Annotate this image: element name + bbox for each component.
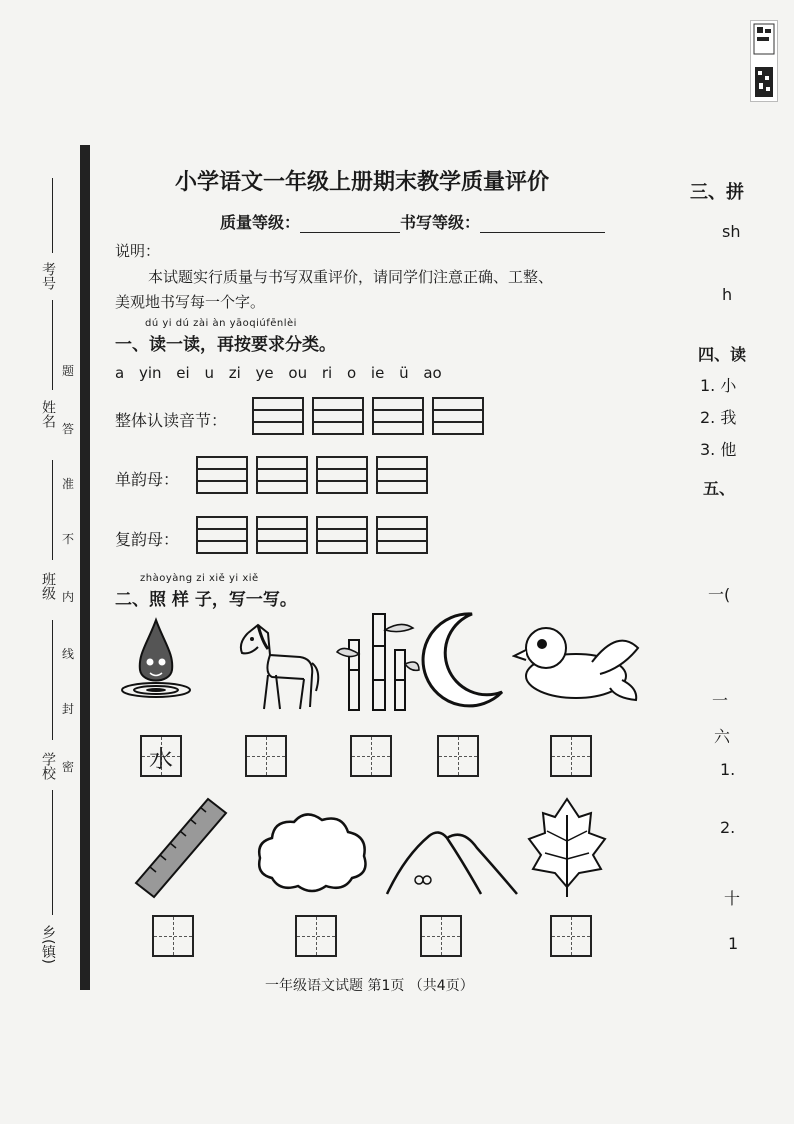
row-label-compound-finals: 复韵母： — [115, 530, 180, 549]
four-line-box[interactable] — [316, 456, 368, 494]
seal-char: 封 — [62, 702, 75, 716]
section2-heading: 二、照 样 子，写一写。 — [115, 590, 297, 610]
section1-pinyin: dú yi dú zài àn yāoqiúfēnlèi — [145, 318, 297, 329]
right-fragment: 四、读 — [698, 345, 747, 364]
char-grid[interactable] — [295, 915, 337, 957]
seal-char: 答 — [62, 422, 75, 436]
char-grid[interactable] — [152, 915, 194, 957]
seal-char: 题 — [62, 364, 75, 378]
bamboo-icon — [335, 610, 420, 715]
name-label: 姓名 — [40, 400, 56, 428]
water-drop-icon — [118, 612, 193, 702]
char-grid[interactable] — [550, 915, 592, 957]
right-fragment: 一( — [708, 585, 731, 604]
seal-char: 不 — [62, 532, 75, 546]
four-line-box[interactable] — [196, 456, 248, 494]
four-line-box[interactable] — [256, 456, 308, 494]
horse-icon — [228, 615, 323, 715]
four-line-box[interactable] — [252, 397, 304, 435]
quality-grade-field[interactable] — [300, 216, 400, 233]
class-label: 班级 — [40, 572, 56, 600]
char-grid[interactable] — [350, 735, 392, 777]
qr-code-icon — [750, 20, 778, 102]
four-line-box[interactable] — [312, 397, 364, 435]
exam-no-label: 考号 — [40, 262, 56, 290]
right-fragment: 一 — [712, 691, 729, 710]
ruler-icon — [130, 795, 230, 900]
cloud-icon — [252, 808, 372, 898]
grade-row — [220, 210, 605, 233]
right-fragment: 1 — [728, 934, 739, 953]
right-fragment: h — [722, 285, 733, 304]
right-fragment: 2. 我 — [700, 408, 737, 427]
township-label: 乡(镇) — [40, 925, 56, 964]
exam-no-line — [52, 178, 53, 253]
right-fragment: 3. 他 — [700, 440, 737, 459]
bird-icon — [512, 618, 642, 706]
four-line-box[interactable] — [376, 516, 428, 554]
char-grid[interactable] — [420, 915, 462, 957]
four-line-box[interactable] — [316, 516, 368, 554]
school-label: 学校 — [40, 752, 56, 780]
right-fragment: 1. — [720, 760, 736, 779]
four-line-box[interactable] — [372, 397, 424, 435]
row-label-whole-syllables: 整体认读音节： — [115, 411, 228, 430]
seal-char: 密 — [62, 760, 75, 774]
writing-grade-label: 书写等级： — [400, 213, 481, 232]
intro-label: 说明： — [115, 242, 161, 260]
pinyin-letters: a yin ei u zi ye ou ri o ie ü ao — [115, 364, 442, 382]
right-fragment: 1. 小 — [700, 376, 737, 395]
section1-heading: 一、读一读，再按要求分类。 — [115, 335, 336, 355]
right-fragment: sh — [722, 222, 741, 241]
four-line-box[interactable] — [256, 516, 308, 554]
right-fragment: 2. — [720, 818, 736, 837]
seal-char: 线 — [62, 647, 75, 661]
row-label-single-finals: 单韵母： — [115, 470, 180, 489]
char-grid[interactable] — [550, 735, 592, 777]
page-footer: 一年级语文试题 第1页 （共4页） — [265, 978, 474, 994]
mountain-icon — [385, 808, 520, 898]
page-title: 小学语文一年级上册期末教学质量评价 — [175, 170, 550, 195]
right-fragment: 五、 — [703, 479, 736, 498]
right-fragment: 十 — [724, 889, 741, 908]
right-fragment: 六 — [714, 727, 731, 746]
name-line — [52, 300, 53, 390]
four-line-box[interactable] — [432, 397, 484, 435]
four-line-box[interactable] — [376, 456, 428, 494]
example-char-grid — [140, 735, 182, 777]
quality-grade-label: 质量等级： — [220, 213, 301, 232]
seal-char: 准 — [62, 477, 75, 491]
moon-icon — [420, 608, 505, 708]
section2-pinyin: zhàoyàng zi xiě yi xiě — [140, 573, 259, 584]
char-grid[interactable] — [245, 735, 287, 777]
class-line — [52, 460, 53, 560]
intro-line-1: 本试题实行质量与书写双重评价，请同学们注意正确、工整、 — [148, 268, 554, 286]
right-fragment: 三、拼 — [690, 182, 744, 203]
leaf-icon — [525, 795, 610, 900]
example-char: 水 — [149, 745, 173, 773]
char-grid[interactable] — [437, 735, 479, 777]
school-line — [52, 620, 53, 740]
township-line — [52, 790, 53, 915]
four-line-box[interactable] — [196, 516, 248, 554]
writing-grade-field[interactable] — [480, 216, 605, 233]
binding-bar — [80, 145, 90, 990]
intro-line-2: 美观地书写每一个字。 — [115, 293, 266, 311]
seal-char: 内 — [62, 590, 75, 604]
